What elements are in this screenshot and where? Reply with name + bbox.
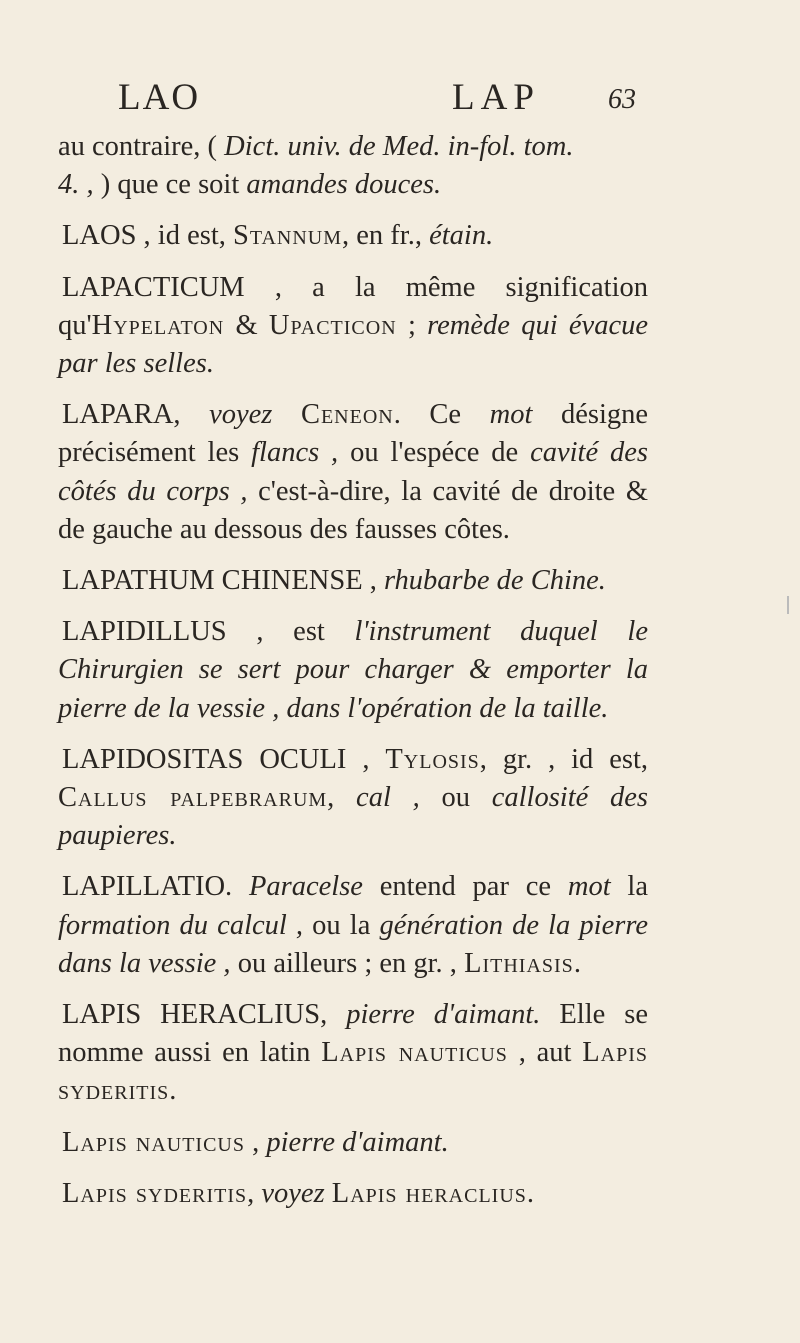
small-caps-text: Hypelaton [91, 309, 225, 341]
italic-text: flancs , [251, 437, 339, 469]
entry-text: LAPIS HERACLIUS, [62, 999, 347, 1031]
entry-text: LAPILLATIO. [62, 871, 249, 903]
entry-text: , en fr., [342, 220, 430, 252]
entry-text: , [327, 782, 357, 814]
italic-text: mot [567, 871, 611, 903]
italic-text: formation du calcul , [58, 909, 304, 941]
small-caps-text: Lapis syderitis [58, 1037, 648, 1107]
italic-text: Paracelse [249, 871, 363, 903]
entry-text: Elle se nomme aussi en latin [58, 999, 648, 1069]
italic-text: voyez [209, 399, 273, 431]
small-caps-text: Lapis nauticus [321, 1037, 508, 1069]
entry-paragraph [58, 1124, 648, 1162]
small-caps-text: Tylosis [385, 743, 480, 775]
entry-text: , aut [507, 1037, 583, 1069]
running-header [0, 76, 800, 126]
entry-text: entend par ce [362, 871, 568, 903]
entry-paragraph [58, 128, 648, 204]
entry-text: désigne précisément les [58, 399, 649, 469]
entry-text: ou [419, 782, 492, 814]
entry-text: ; [396, 309, 428, 341]
small-caps-text: Lapis heraclius [331, 1177, 527, 1209]
italic-text: Dict. univ. de Med. in-fol. tom. [224, 131, 574, 162]
italic-text: l'instrument duquel le Chirurgien se sert pour charger & emporter la pierre de la vessie , dans l'opération de la taille. [58, 616, 648, 724]
entry-text: au contraire, ( [58, 131, 225, 162]
italic-text: 4. , [58, 169, 94, 201]
header-right-word: LAP [452, 77, 540, 118]
entry-text: LAPATHUM CHINENSE , [62, 565, 384, 597]
entry-text: . [526, 1177, 535, 1209]
entry-text: . [169, 1075, 177, 1107]
italic-text: callosité des paupieres. [58, 782, 649, 852]
entry-text: ou l'espéce de [338, 437, 531, 469]
entry-text: , [247, 1177, 262, 1209]
italic-text: voyez [261, 1177, 325, 1209]
entry-text: ) que ce soit [93, 169, 247, 201]
italic-text: amandes douces. [246, 169, 442, 201]
dictionary-entries [58, 128, 648, 1226]
small-caps-text: Upacticon [268, 309, 397, 341]
header-left-word: LAO [118, 77, 201, 118]
margin-mark [787, 596, 789, 614]
small-caps-text: Lapis nauticus [62, 1126, 245, 1158]
italic-text: cal , [356, 782, 420, 814]
entry-text: la [610, 871, 648, 903]
italic-text: étain. [429, 220, 494, 252]
small-caps-text: Callus palpebrarum [58, 782, 328, 814]
small-caps-text: Ceneon [300, 399, 394, 431]
italic-text: pierre d'aimant. [266, 1126, 449, 1158]
entry-text: LAPARA, [62, 399, 210, 431]
entry-text: c'est-à-dire, la cavité de droite & de gauche au dessous des fausses côtes. [58, 475, 649, 545]
entry-paragraph [58, 996, 648, 1111]
entry-text: LAPIDOSITAS OCULI , [62, 743, 386, 775]
italic-text: remède qui évacue par les selles. [58, 309, 648, 380]
entry-text: , gr. , id est, [479, 743, 648, 775]
entry-text [325, 1178, 332, 1209]
entry-paragraph [58, 613, 648, 728]
italic-text: rhubarbe de Chine. [383, 565, 606, 597]
entry-text: ou ailleurs ; en gr. , [230, 947, 465, 979]
entry-text: , [245, 1126, 267, 1158]
entry-text: LAOS , id est, [62, 220, 233, 252]
entry-text: & [224, 309, 269, 341]
entry-paragraph [58, 868, 648, 983]
entry-paragraph [58, 562, 648, 600]
small-caps-text: Lapis syderitis [62, 1177, 248, 1209]
entry-text: ou la [303, 909, 380, 941]
entry-paragraph [58, 741, 648, 856]
small-caps-text: Stannum [233, 220, 343, 252]
page-number: 63 [608, 84, 636, 115]
entry-paragraph [58, 269, 648, 384]
entry-text: LAPIDILLUS , est [62, 616, 355, 648]
entry-text: . Ce [393, 399, 490, 431]
entry-text: LAPACTICUM , a la même signification qu' [58, 271, 648, 341]
italic-text: cavité des côtés du corps , [58, 437, 648, 507]
italic-text: génération de la pierre dans la vessie , [58, 909, 648, 979]
entry-text [272, 399, 301, 430]
small-caps-text: Lithiasis [464, 947, 574, 979]
italic-text: pierre d'aimant. [346, 999, 541, 1031]
entry-paragraph [58, 1175, 648, 1213]
italic-text: mot [489, 399, 533, 431]
entry-paragraph [58, 217, 648, 255]
entry-text: . [573, 947, 581, 979]
entry-paragraph [58, 396, 648, 549]
